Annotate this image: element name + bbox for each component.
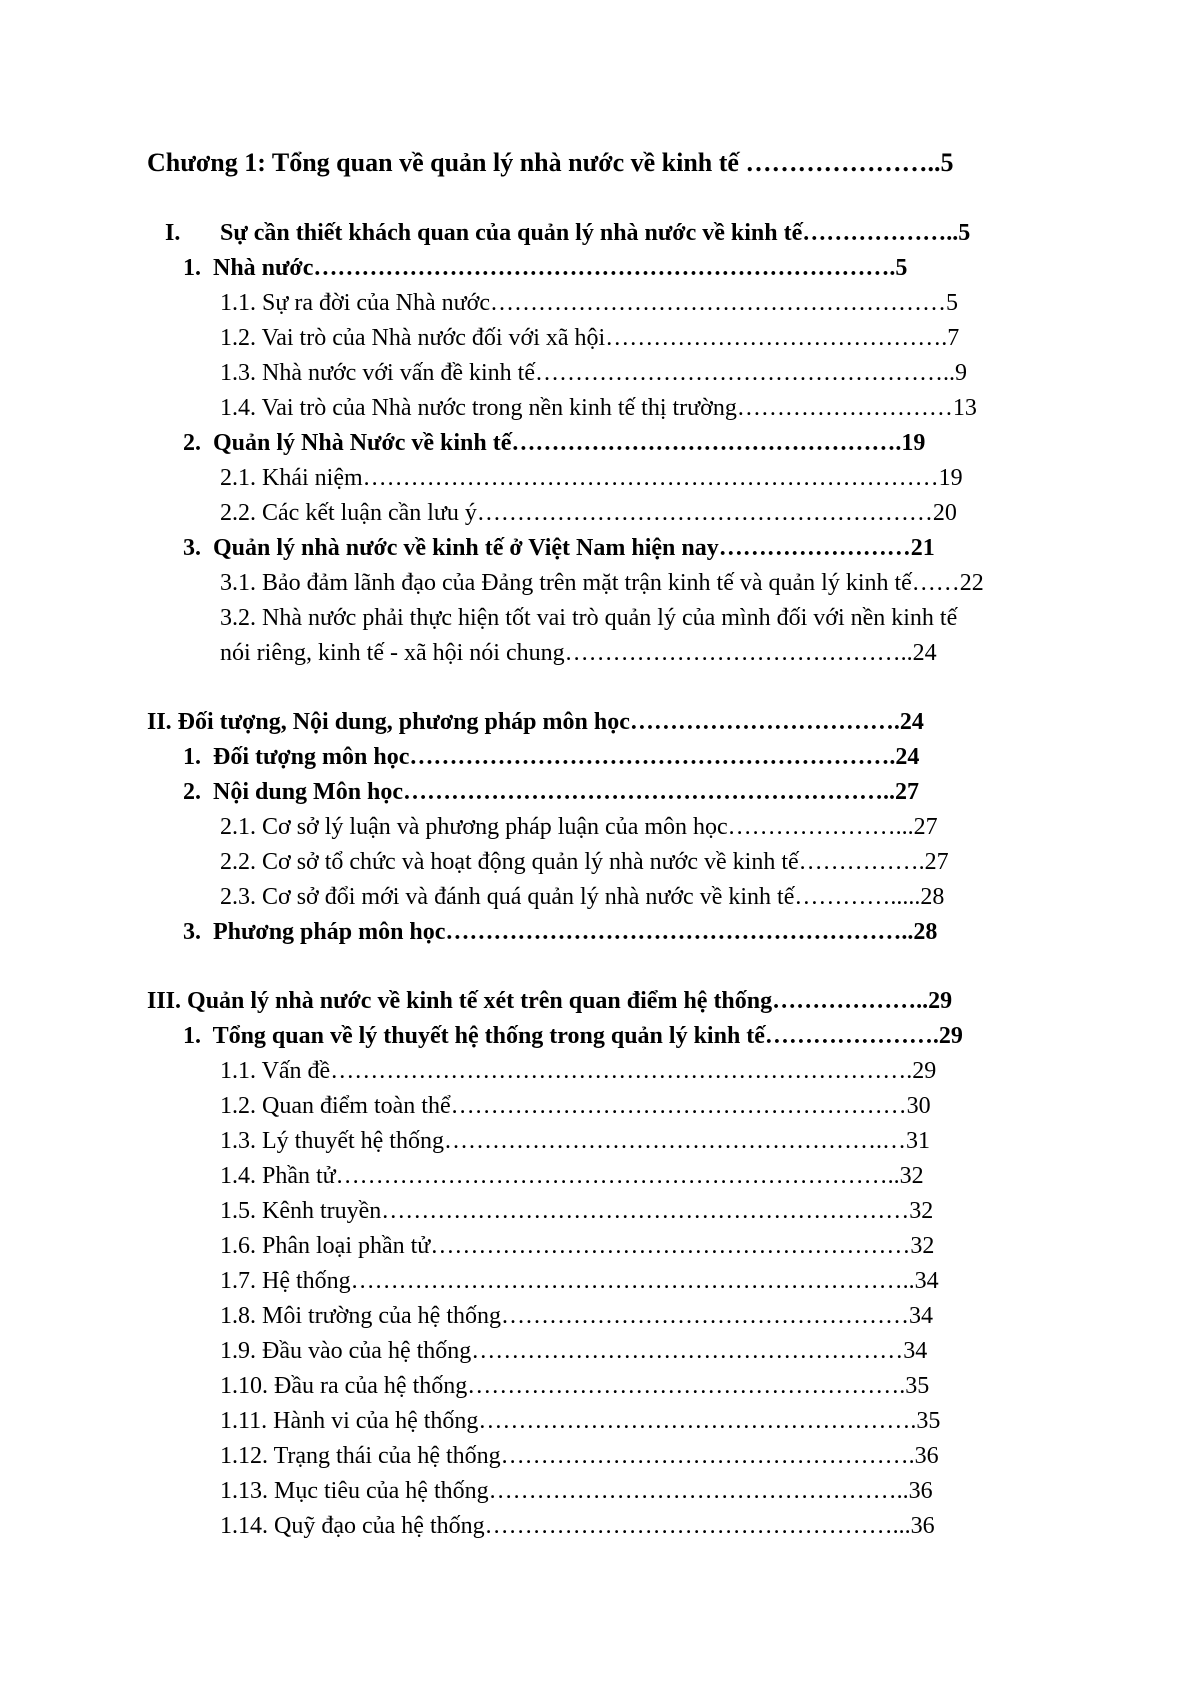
toc-entry-iii-1-10: 1.10. Đầu ra của hệ thống……………………………………………….35 [220, 1373, 930, 1399]
toc-entry-2: 2. Quản lý Nhà Nước về kinh tế………………………………………….19 [183, 430, 926, 456]
toc-entry-ii-2-1: 2.1. Cơ sở lý luận và phương pháp luận của môn học…………………...27 [220, 814, 938, 840]
toc-entry-iii-1-9: 1.9. Đầu vào của hệ thống………………………………………………34 [220, 1338, 928, 1364]
toc-entry-iii-1: 1. Tổng quan về lý thuyết hệ thống trong quản lý kinh tế………………….29 [183, 1023, 963, 1049]
toc-entry-iii-1-7: 1.7. Hệ thống……………………………………………………………..34 [220, 1268, 939, 1294]
toc-entry-1-4: 1.4. Vai trò của Nhà nước trong nền kinh tế thị trường………………………13 [220, 395, 977, 421]
toc-entry-iii-1-4: 1.4. Phần tử……………………………………………………………..32 [220, 1163, 924, 1189]
toc-entry-ii-3: 3. Phương pháp môn học…………………………………………………..28 [183, 919, 938, 945]
toc-entry-2-2: 2.2. Các kết luận cần lưu ý…………………………………………………20 [220, 500, 957, 526]
toc-entry-3-1: 3.1. Bảo đảm lãnh đạo của Đảng trên mặt trận kinh tế và quản lý kinh tế……22 [220, 570, 984, 596]
toc-section-1-title: Sự cần thiết khách quan của quản lý nhà nước về kinh tế………………..5 [220, 220, 971, 246]
toc-entry-iii-1-6: 1.6. Phân loại phần tử……………………………………………………32 [220, 1233, 935, 1259]
toc-entry-1-3: 1.3. Nhà nước với vấn đề kinh tế……………………………………………..9 [220, 360, 967, 386]
toc-entry-iii-1-3: 1.3. Lý thuyết hệ thống……………………………………………….…31 [220, 1128, 930, 1154]
toc-entry-ii-1: 1. Đối tượng môn học…………………………………………………….24 [183, 744, 920, 770]
toc-entry-iii-1-12: 1.12. Trạng thái của hệ thống…………………………………………….36 [220, 1443, 939, 1469]
toc-entry-iii-1-2: 1.2. Quan điểm toàn thể…………………………………………………30 [220, 1093, 931, 1119]
toc-section-1-number: I. [165, 220, 181, 246]
toc-chapter-title: Chương 1: Tổng quan về quản lý nhà nước về kinh tế …………………..5 [147, 148, 954, 177]
toc-entry-ii-2-3: 2.3. Cơ sở đổi mới và đánh quá quản lý nhà nước về kinh tế………….....28 [220, 884, 945, 910]
toc-entry-iii-1-5: 1.5. Kênh truyền…………………………………………………………32 [220, 1198, 934, 1224]
toc-entry-iii-1-13: 1.13. Mục tiêu của hệ thống……………………………………………..36 [220, 1478, 933, 1504]
toc-entry-1-1: 1.1. Sự ra đời của Nhà nước…………………………………………………5 [220, 290, 958, 316]
toc-entry-iii-1-8: 1.8. Môi trường của hệ thống……………………………………………34 [220, 1303, 933, 1329]
toc-entry-ii-2-2: 2.2. Cơ sở tổ chức và hoạt động quản lý nhà nước về kinh tế…………….27 [220, 849, 949, 875]
toc-entry-3-2-line-2: nói riêng, kinh tế - xã hội nói chung……………………………………..24 [220, 640, 937, 666]
toc-entry-2-1: 2.1. Khái niệm………………………………………………………………19 [220, 465, 963, 491]
toc-entry-iii-1-1: 1.1. Vấn đề……………………………………………………………….29 [220, 1058, 937, 1084]
toc-entry-1-2: 1.2. Vai trò của Nhà nước đối với xã hội…………………………………….7 [220, 325, 960, 351]
toc-entry-iii-1-11: 1.11. Hành vi của hệ thống……………………………………………….35 [220, 1408, 941, 1434]
toc-entry-1: 1. Nhà nước……………………………………………………………….5 [183, 255, 908, 281]
toc-section-2-title: II. Đối tượng, Nội dung, phương pháp môn học…………………………….24 [147, 709, 924, 735]
toc-entry-3-2-line-1: 3.2. Nhà nước phải thực hiện tốt vai trò quản lý của mình đối với nền kinh tế [220, 605, 958, 631]
toc-entry-ii-2: 2. Nội dung Môn học……………………………………………………..27 [183, 779, 920, 805]
toc-section-3-title: III. Quản lý nhà nước về kinh tế xét trên quan điểm hệ thống………………..29 [147, 988, 953, 1014]
toc-entry-iii-1-14: 1.14. Quỹ đạo của hệ thống……………………………………………...36 [220, 1513, 935, 1539]
toc-entry-3: 3. Quản lý nhà nước về kinh tế ở Việt Nam hiện nay……………………21 [183, 535, 935, 561]
